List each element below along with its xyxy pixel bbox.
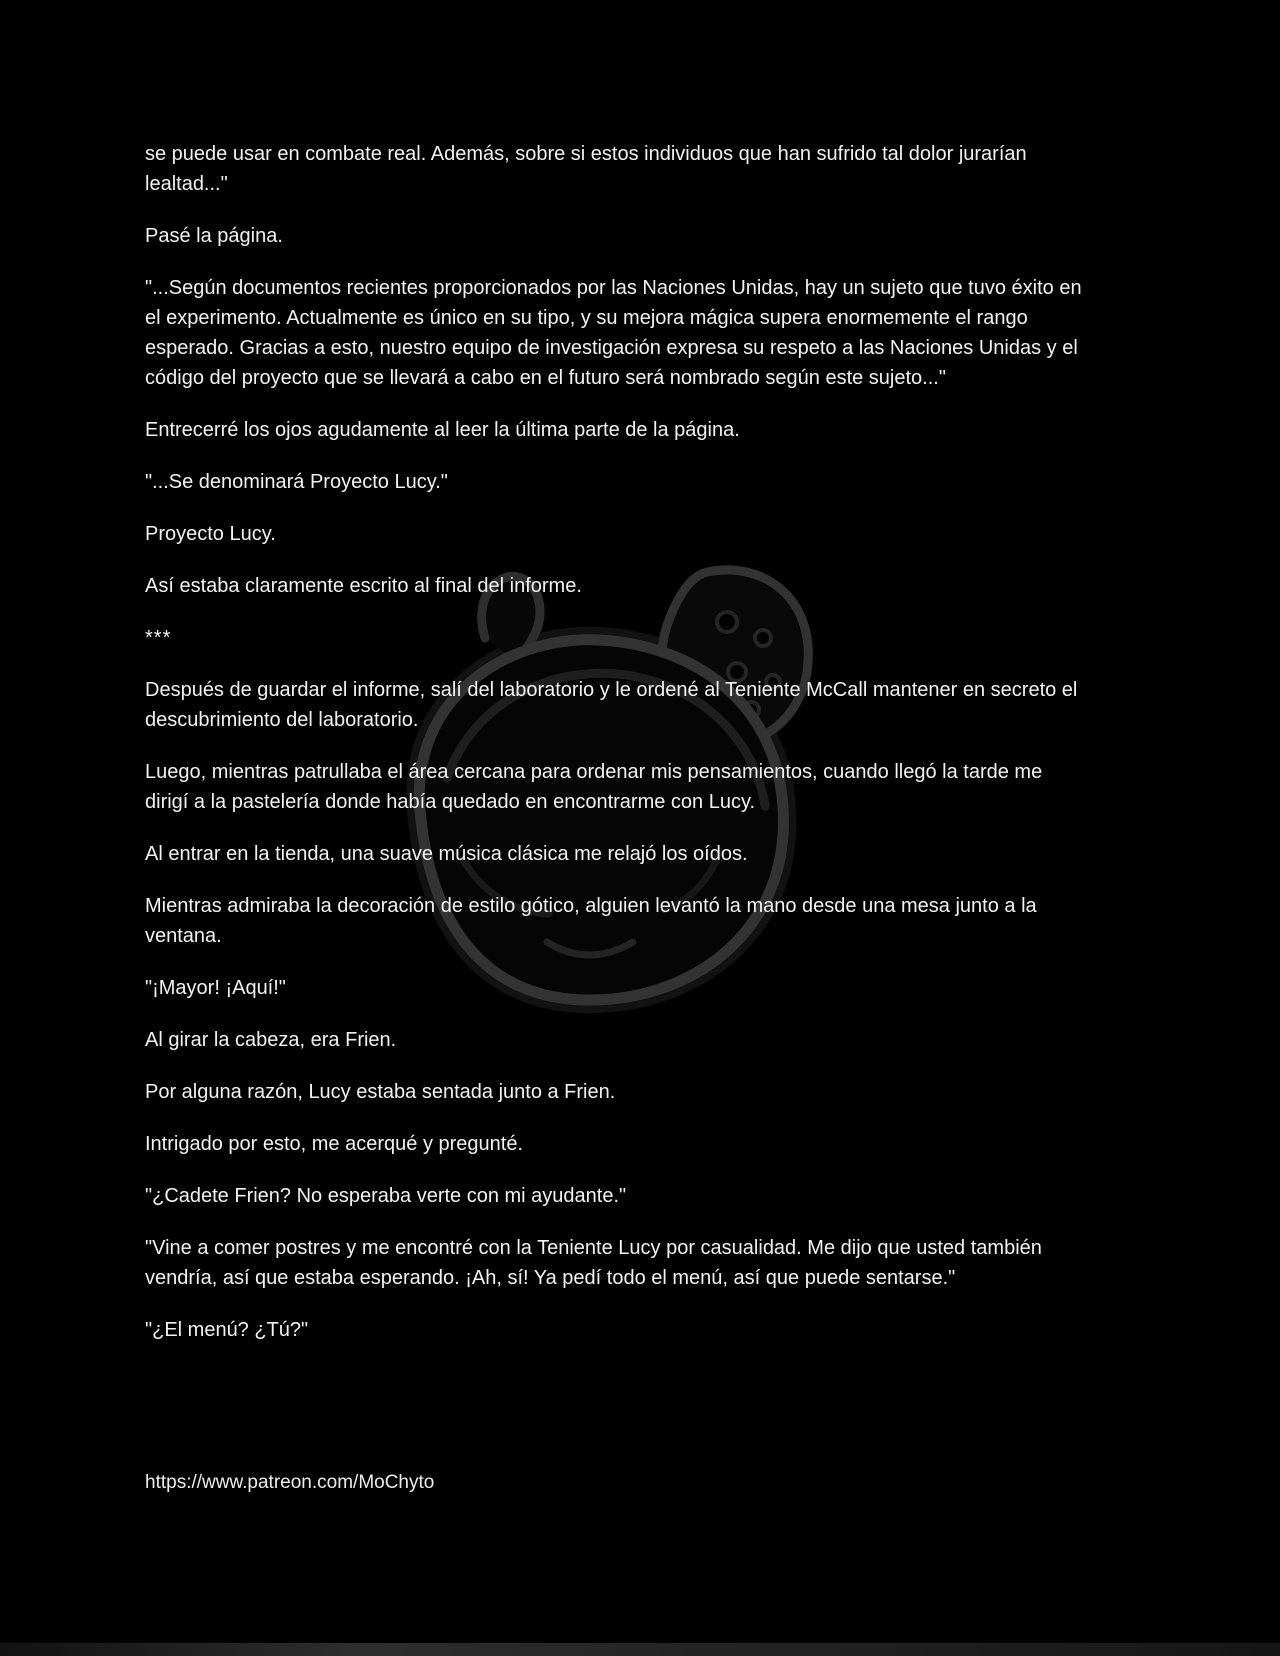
paragraph: Entrecerré los ojos agudamente al leer la última parte de la página. xyxy=(145,419,740,441)
paragraph: Intrigado por esto, me acerqué y pregunté. xyxy=(145,1133,524,1155)
paragraph: se puede usar en combate real. Además, sobre si estos individuos que han sufrido tal dolor jurarían lealtad..." xyxy=(145,143,1027,195)
paragraph: "¿El menú? ¿Tú?" xyxy=(145,1319,309,1341)
paragraph: Proyecto Lucy. xyxy=(145,523,276,545)
page-bottom-edge xyxy=(0,1643,1280,1656)
story-text xyxy=(145,139,1085,1367)
paragraph: Al girar la cabeza, era Frien. xyxy=(145,1029,397,1051)
paragraph: "¿Cadete Frien? No esperaba verte con mi ayudante." xyxy=(145,1185,627,1207)
paragraph: Por alguna razón, Lucy estaba sentada junto a Frien. xyxy=(145,1081,616,1103)
paragraph: "...Se denominará Proyecto Lucy." xyxy=(145,471,448,493)
paragraph: Luego, mientras patrullaba el área cercana para ordenar mis pensamientos, cuando llegó la tarde me dirigí a la pastelería donde había quedado en encontrarme con Lucy. xyxy=(145,761,1043,813)
paragraph: "Vine a comer postres y me encontré con la Teniente Lucy por casualidad. Me dijo que usted también vendría, así que estaba esperando. ¡Ah, sí! Ya pedí todo el menú, así que puede sentarse." xyxy=(145,1237,1042,1289)
paragraph: "...Según documentos recientes proporcionados por las Naciones Unidas, hay un sujeto que tuvo éxito en el experimento. Actualmente es único en su tipo, y su mejora mágica supera enormemente el rango esperado. Gracias a esto, nuestro equipo de investigación expresa su respeto a las Naciones Unidas y el código del proyecto que se llevará a cabo en el futuro será nombrado según este sujeto..." xyxy=(145,277,1082,389)
paragraph: Pasé la página. xyxy=(145,225,283,247)
paragraph: Al entrar en la tienda, una suave música clásica me relajó los oídos. xyxy=(145,843,748,865)
paragraph: Mientras admiraba la decoración de estilo gótico, alguien levantó la mano desde una mesa junto a la ventana. xyxy=(145,895,1037,947)
paragraph: Después de guardar el informe, salí del laboratorio y le ordené al Teniente McCall mantener en secreto el descubrimiento del laboratorio. xyxy=(145,679,1078,731)
patreon-url: https://www.patreon.com/MoChyto xyxy=(145,1472,435,1493)
paragraph: "¡Mayor! ¡Aquí!" xyxy=(145,977,286,999)
scene-separator: *** xyxy=(145,627,172,649)
paragraph: Así estaba claramente escrito al final del informe. xyxy=(145,575,582,597)
